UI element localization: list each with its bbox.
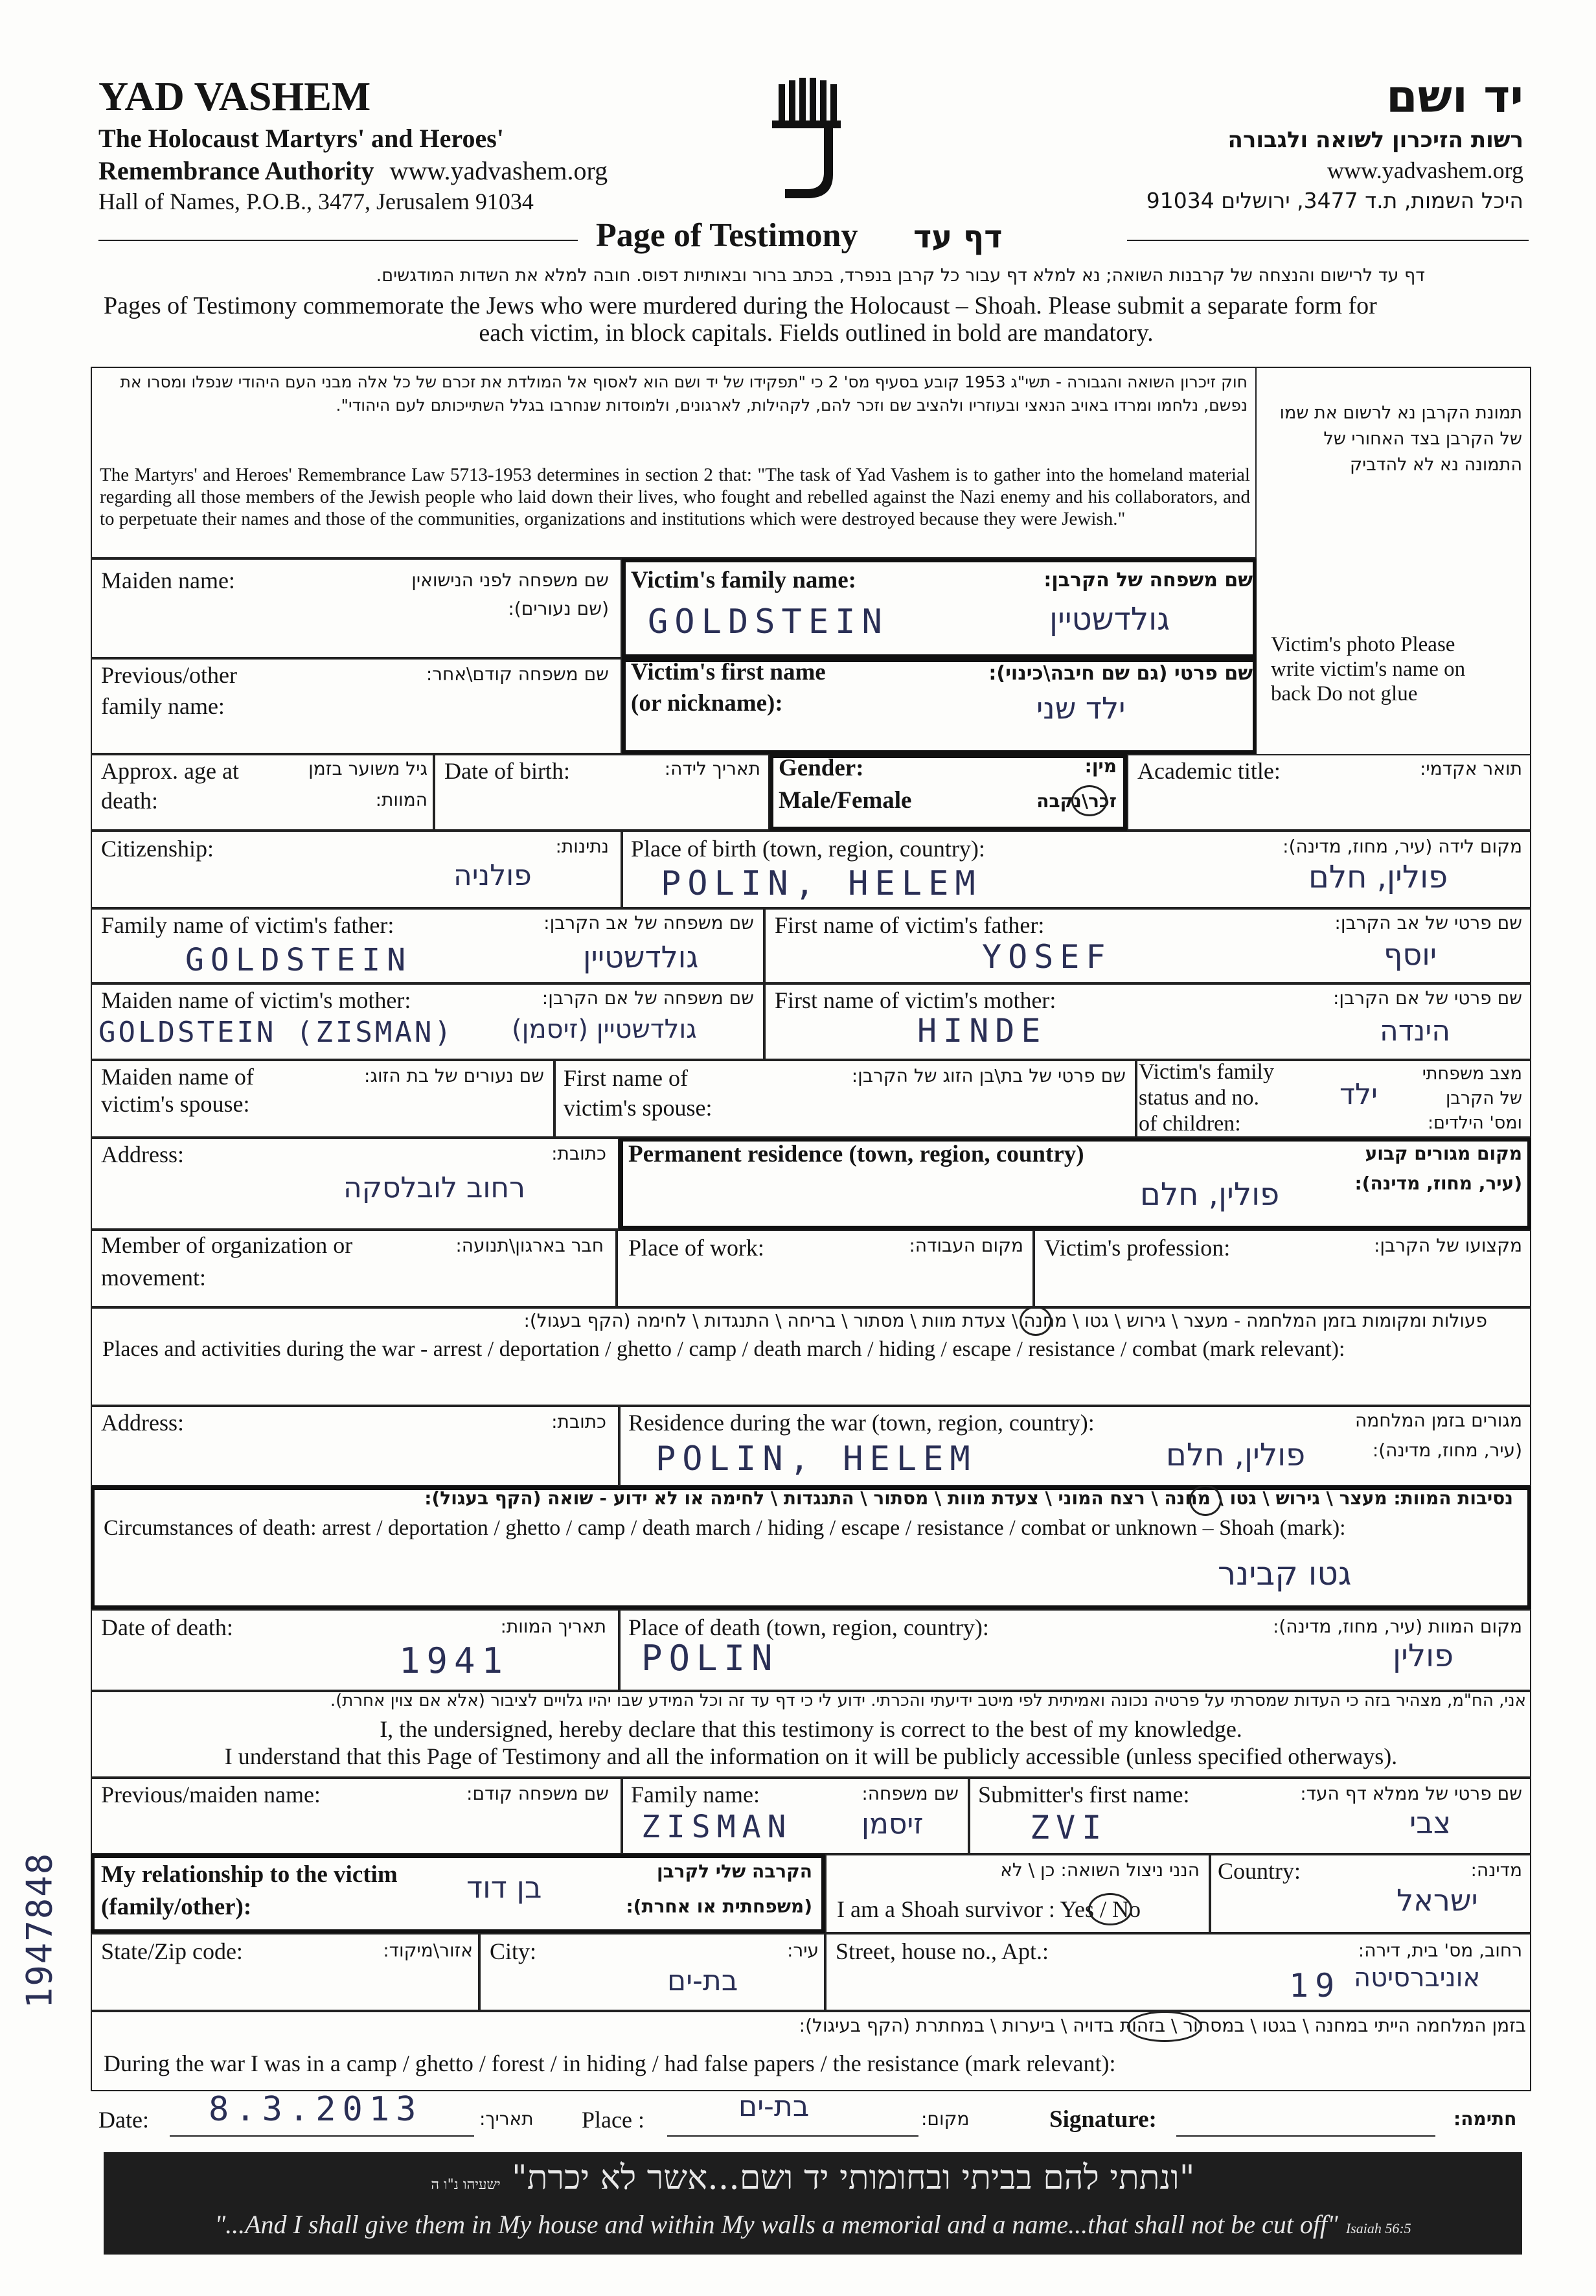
father-family-label-he: שם משפחה של אב הקרבן:	[543, 912, 754, 934]
address-label-en: Address:	[101, 1142, 184, 1167]
family-status-label-he-2: של הקרבן	[1445, 1088, 1522, 1108]
spouse-maiden-label-en-2: victim's spouse:	[101, 1091, 250, 1117]
page-title-he: דף עד	[913, 219, 1003, 255]
profession-label-en: Victim's profession:	[1044, 1235, 1231, 1261]
survivor-label-en: I am a Shoah survivor : Yes / No	[837, 1896, 1141, 1922]
gender-label-en-2: Male/Female	[779, 787, 912, 814]
gender-label-he-2: זכר\נקבה	[1036, 790, 1117, 812]
place-line	[667, 2135, 918, 2137]
intro-he: דף עד לרישום והנצחה של קרבנות השואה; נא למלא דף עבור כל קרבן בנפרד, בכתב ברור ובאותיות דפוס. חובה למלא את השדות המודגשים.	[376, 266, 1425, 286]
work-place-label-he: מקום העבודה:	[909, 1235, 1023, 1256]
maiden-name-label-en: Maiden name:	[101, 568, 235, 593]
footer-banner	[104, 2152, 1522, 2255]
father-first-label-he: שם פרטי של אב הקרבן:	[1334, 912, 1522, 934]
during-war-hiding-circle[interactable]	[1127, 2011, 1202, 2042]
mother-maiden-label-en: Maiden name of victim's mother:	[101, 987, 411, 1013]
org-name-he: יד ושם	[1386, 70, 1523, 123]
academic-label-en: Academic title:	[1137, 758, 1281, 784]
member-label-en-2: movement:	[101, 1265, 206, 1291]
page-title-en: Page of Testimony	[596, 217, 858, 254]
prev-name-label-he: שם משפחה קודם\אחר:	[426, 663, 609, 685]
circumstances-label-en: Circumstances of death: arrest / deportation / ghetto / camp / death march / hiding / escape / resistance / combat or unknown – Shoah (mark):	[104, 1516, 1346, 1540]
dob-label-he: תאריך לידה:	[664, 758, 760, 779]
footer-quote-he-ref: ישעיהו נ"ו ה	[431, 2177, 501, 2193]
sub-family-value-he[interactable]: זיסמן	[861, 1808, 924, 1841]
spouse-first-label-en-2: victim's spouse:	[564, 1095, 712, 1121]
header-rule-left	[98, 240, 578, 241]
family-status-value-he[interactable]: ילד	[1340, 1078, 1378, 1111]
birth-place-label-en: Place of birth (town, region, country):	[631, 836, 985, 862]
signature-label-en: Signature:	[1049, 2106, 1157, 2133]
prev-name-label-en-1: Previous/other	[101, 662, 237, 688]
city-label-en: City:	[490, 1938, 537, 1964]
family-status-label-en-2: status and no.	[1139, 1086, 1260, 1110]
street-label-he: רחוב, מס' בית, דירה:	[1358, 1940, 1522, 1961]
father-family-label-en: Family name of victim's father:	[101, 912, 394, 938]
war-activities-label-he: פעולות ומקומות בזמן המלחמה - מעצר \ גירוש \ גטו \ מחנה \ צעדת מוות \ מסתור \ בריחה \ התנגדות \ לחימה (הקף בעגול):	[523, 1310, 1487, 1331]
relation-label-he-1: הקרבה שלי לקרבן	[656, 1861, 812, 1882]
yad-vashem-logo	[771, 78, 842, 201]
state-label-en: State/Zip code:	[101, 1938, 243, 1964]
age-label-he-1: גיל משוער בזמן	[308, 758, 428, 779]
street-value[interactable]: 19	[1289, 1967, 1341, 2004]
spouse-first-label-he: שם פרטי של בת\בן הזוג של הקרבן:	[851, 1065, 1126, 1086]
sub-family-label-en: Family name:	[631, 1782, 760, 1808]
during-war-label-en: During the war I was in a camp / ghetto / forest / in hiding / had false papers / the resistance (mark relevant):	[104, 2050, 1116, 2076]
perm-res-value-he[interactable]: פולין, חלם	[1140, 1177, 1280, 1213]
relation-value-he[interactable]: בן דוד	[466, 1870, 542, 1905]
war-activities-label-en: Places and activities during the war - arrest / deportation / ghetto / camp / death march / hiding / escape / resistance / combat (mark relevant):	[102, 1337, 1345, 1361]
war-activities-ghetto-circle[interactable]	[1020, 1306, 1052, 1336]
maiden-name-label-he: שם משפחה לפני הנישואין (שם נעורים):	[411, 569, 609, 619]
mother-first-value-he[interactable]: הינדה	[1380, 1015, 1450, 1048]
family-status-label-he-1: מצב משפחתי	[1422, 1064, 1522, 1084]
footer-quote-en-ref: Isaiah 56:5	[1345, 2220, 1411, 2236]
gender-male-circle[interactable]	[1071, 785, 1108, 816]
father-family-value-he[interactable]: גולדשטיין	[583, 939, 699, 974]
law-text-en: The Martyrs' and Heroes' Remembrance Law 5713-1953 determines in section 2 that: "The task of Yad Vashem is to gather into the homeland material regarding all those members of the Jewish people who laid down their lives, who fought and rebelled against the Nazi enemy and his collaborators, and to perpetuate their names and those of the communities, organizations and institutions which were destroyed because they were Jewish."	[100, 465, 1250, 529]
work-place-label-en: Place of work:	[628, 1235, 764, 1261]
war-res-label-he-1: מגורים בזמן המלחמה	[1355, 1410, 1522, 1431]
circumstances-value-he[interactable]: גטו קבינר	[1218, 1555, 1352, 1592]
war-res-label-en: Residence during the war (town, region, country):	[628, 1410, 1095, 1436]
street-value-he[interactable]: אוניברסיטה	[1354, 1963, 1481, 1993]
footer-quote-he-row	[104, 2159, 1522, 2198]
intro-en-1: Pages of Testimony commemorate the Jews who were murdered during the Holocaust – Shoah. Please submit a separate form for	[104, 292, 1377, 319]
place-label-he: מקום:	[921, 2108, 970, 2130]
law-text-he: חוק זיכרון השואה והגבורה - תשי"ג 1953 קובע בסעיף מס' 2 כי "תפקידו של יד ושם הוא לאסוף אל המולדת את זכרם של כל אלה מבני העם היהודי שנפלו ומסרו את נפשם, נלחמו ומרדו באויב הנאצי ובעוזריו ולהציב שם וזכר להם, לקהילות, לארגונים, ולמוסדות שנחרבו בגלל השתייכותם לעם היהודי".	[120, 373, 1248, 415]
family-status-label-en-1: Victim's family	[1139, 1060, 1274, 1084]
family-name-value-he[interactable]: גולדשטיין	[1049, 601, 1170, 637]
citizenship-label-en: Citizenship:	[101, 836, 214, 862]
war-res-value[interactable]: POLIN, HELEM	[656, 1440, 977, 1478]
death-place-label-en: Place of death (town, region, country):	[628, 1614, 989, 1640]
gender-label-en-1: Gender:	[779, 755, 864, 781]
authority-en-2: Remembrance Authority	[98, 156, 374, 185]
spouse-first-label-en-1: First name of	[564, 1065, 688, 1091]
sub-prev-label-en: Previous/maiden name:	[101, 1782, 321, 1808]
prev-name-label-en-2: family name:	[101, 693, 225, 719]
street-label-en: Street, house no., Apt.:	[836, 1938, 1049, 1964]
address-label-he: כתובת:	[551, 1143, 606, 1164]
declaration-he: אני, הח"מ, מצהיר בזה כי העדות שמסרתי על פרטיה נכונה ואמיתית לפי מיטב ידיעתי והכרתי. ידוע לי כי דף עד זה וכל המידע שבו יהיו גלויים לציבור (אלא אם צוין אחרת).	[330, 1691, 1526, 1710]
mother-maiden-value[interactable]: GOLDSTEIN (ZISMAN)	[98, 1016, 454, 1049]
circumstances-label-he: נסיבות המוות: מעצר \ גירוש \ גטו \ מחנה \ רצח המוני \ צעדת מוות \ מסתור \ התנגדות \ לחימה או לא ידוע - שואה (הקף בעגול):	[424, 1487, 1513, 1509]
war-res-label-he-2: (עיר, מחוז, מדינה):	[1372, 1440, 1522, 1461]
city-label-he: עיר:	[786, 1940, 819, 1961]
address-en: Hall of Names, P.O.B., 3477, Jerusalem 91034	[98, 189, 534, 214]
authority-en-1: The Holocaust Martyrs' and Heroes'	[98, 124, 504, 153]
first-name-label-en-1: Victim's first name	[631, 659, 826, 685]
sub-first-value-he[interactable]: צבי	[1409, 1805, 1452, 1840]
date-value[interactable]: 8.3.2013	[209, 2090, 423, 2129]
member-label-he: חבר בארגון\תנועה:	[455, 1235, 604, 1256]
org-name-en: YAD VASHEM	[98, 73, 371, 119]
sub-family-label-he: שם משפחה:	[861, 1783, 959, 1804]
birth-place-label-he: מקום לידה (עיר, מחוז, מדינה):	[1282, 836, 1522, 857]
place-value-he[interactable]: בת-ים	[738, 2090, 810, 2123]
father-first-label-en: First name of victim's father:	[775, 912, 1045, 938]
age-label-en-1: Approx. age at	[101, 758, 239, 784]
sub-first-value[interactable]: ZVI	[1030, 1809, 1108, 1846]
footer-quote-en: "...And I shall give them in My house and within My walls a memorial and a name...that shall not be cut off"	[214, 2210, 1338, 2239]
dod-label-en: Date of death:	[101, 1614, 233, 1640]
signature-label-he: חתימה:	[1454, 2108, 1517, 2130]
war-address-label-en: Address:	[101, 1410, 184, 1436]
birth-place-value-he[interactable]: פולין, חלם	[1308, 859, 1448, 895]
intro-en-2: each victim, in block capitals. Fields outlined in bold are mandatory.	[479, 319, 1154, 347]
member-label-en-1: Member of organization or	[101, 1232, 353, 1258]
mother-first-value[interactable]: HINDE	[917, 1012, 1047, 1050]
relation-label-he-2: (משפחתית או אחרת):	[626, 1896, 812, 1917]
declaration-en-1: I, the undersigned, hereby declare that this testimony is correct to the best of my knowledge.	[380, 1716, 1242, 1742]
header-rule-right	[1127, 240, 1529, 241]
address-value-he[interactable]: רחוב לובלסקה	[343, 1171, 525, 1204]
birth-place-value[interactable]: POLIN, HELEM	[661, 864, 982, 903]
footer-quote-he: "ונתתי להם בביתי ובחומותי יד ושם...אשר לא יכרת"	[511, 2159, 1195, 2198]
first-name-label-he: שם פרטי (גם שם חיבה\כינוי):	[988, 662, 1253, 685]
country-label-he: מדינה:	[1470, 1859, 1522, 1881]
mother-first-label-he: שם פרטי של אם הקרבן:	[1333, 987, 1522, 1009]
father-family-value[interactable]: GOLDSTEIN	[185, 942, 413, 978]
citizenship-label-he: נתינות:	[555, 836, 609, 857]
website-he-side[interactable]: www.yadvashem.org	[1327, 157, 1523, 183]
death-place-value-he[interactable]: פולין	[1393, 1638, 1454, 1674]
family-status-label-he-3: ומס' הילדים:	[1427, 1113, 1522, 1133]
first-name-value-he[interactable]: ילד שני	[1036, 691, 1126, 726]
first-name-label-en-2: (or nickname):	[631, 690, 783, 717]
footer-quote-en-row	[104, 2209, 1522, 2240]
survivor-label-he: הנני ניצול השואה: כן \ לא	[1000, 1859, 1200, 1881]
date-label-en: Date:	[98, 2107, 149, 2133]
father-first-value-he[interactable]: יוסף	[1384, 937, 1437, 972]
academic-label-he: תואר אקדמי:	[1419, 758, 1522, 779]
mother-first-label-en: First name of victim's mother:	[775, 987, 1056, 1013]
declaration-en-2: I understand that this Page of Testimony and all the information on it will be publicly accessible (unless specified otherways).	[224, 1743, 1398, 1769]
survivor-yes-circle[interactable]	[1088, 1893, 1132, 1925]
spouse-maiden-label-he: שם נעורים של בת הזוג:	[364, 1065, 544, 1086]
sub-family-value[interactable]: ZISMAN	[641, 1809, 793, 1845]
website-en[interactable]: www.yadvashem.org	[389, 156, 608, 185]
signature-line[interactable]	[1176, 2135, 1435, 2137]
date-label-he: תאריך:	[479, 2108, 534, 2130]
family-status-label-en-3: of children:	[1139, 1112, 1241, 1136]
spouse-maiden-label-en-1: Maiden name of	[101, 1064, 254, 1090]
address-he: היכל השמות, ת.ד 3477, ירושלים 91034	[1146, 188, 1523, 213]
citizenship-value-he[interactable]: פולניה	[453, 859, 532, 892]
country-value-he[interactable]: ישראל	[1396, 1883, 1478, 1918]
perm-res-label-he-2: (עיר, מחוז, מדינה):	[1354, 1173, 1522, 1194]
father-first-value[interactable]: YOSEF	[982, 938, 1112, 976]
mother-maiden-value-he[interactable]: גולדשטיין (זיסמן)	[512, 1015, 697, 1044]
family-name-label-en: Victim's family name:	[631, 567, 856, 593]
place-label-en: Place :	[582, 2107, 644, 2133]
authority-he: רשות הזיכרון לשואה ולגבורה	[1227, 127, 1523, 153]
authority-en-2-row	[98, 155, 608, 186]
dob-label-en: Date of birth:	[444, 758, 570, 784]
age-label-he-2: המוות:	[375, 789, 428, 810]
war-res-value-he[interactable]: פולין, חלם	[1166, 1437, 1306, 1473]
dod-label-he: תאריך המוות:	[500, 1616, 606, 1637]
date-line	[170, 2135, 474, 2137]
margin-note: 1947848	[19, 1852, 60, 2009]
relation-label-en-1: My relationship to the victim	[101, 1861, 398, 1888]
family-name-value[interactable]: GOLDSTEIN	[648, 603, 889, 641]
death-place-label-he: מקום המוות (עיר, מחוז, מדינה):	[1272, 1616, 1522, 1637]
during-war-label-he: בזמן המלחמה הייתי במחנה \ בגטו \ במסתור \ בזהות בדויה \ ביערות \ במחתרת (הקף בעיגול):	[799, 2015, 1526, 2036]
photo-instructions-en: Victim's photo Please write victim's name on back Do not glue	[1271, 633, 1466, 706]
perm-res-label-en: Permanent residence (town, region, country)	[628, 1141, 1084, 1167]
sub-first-label-en: Submitter's first name:	[978, 1782, 1190, 1808]
circumstances-ghetto-circle[interactable]	[1189, 1485, 1222, 1516]
sub-first-label-he: שם פרטי של ממלא דף העד:	[1300, 1783, 1522, 1804]
family-name-label-he: שם משפחה של הקרבן:	[1043, 569, 1253, 591]
relation-label-en-2: (family/other):	[101, 1894, 252, 1920]
age-label-en-2: death:	[101, 788, 158, 814]
profession-label-he: מקצועו של הקרבן:	[1373, 1235, 1522, 1256]
country-label-en: Country:	[1218, 1858, 1301, 1884]
sub-prev-label-he: שם משפחה קודם:	[466, 1783, 609, 1804]
state-label-he: אזור\מיקוד:	[383, 1940, 473, 1961]
death-place-value[interactable]: POLIN	[641, 1638, 779, 1679]
photo-instructions-he: תמונת הקרבן נא לרשום את שמו של הקרבן בצד האחורי של התמונה נא לא להדביק	[1279, 403, 1522, 475]
gender-label-he-1: מין:	[1084, 755, 1117, 777]
dod-value[interactable]: 1941	[399, 1640, 510, 1681]
perm-res-label-he-1: מקום מגורים קבוע	[1365, 1143, 1522, 1164]
mother-maiden-label-he: שם משפחה של אם הקרבן:	[542, 987, 754, 1009]
city-value-he[interactable]: בת-ים	[667, 1964, 738, 1997]
war-address-label-he: כתובת:	[551, 1411, 606, 1432]
